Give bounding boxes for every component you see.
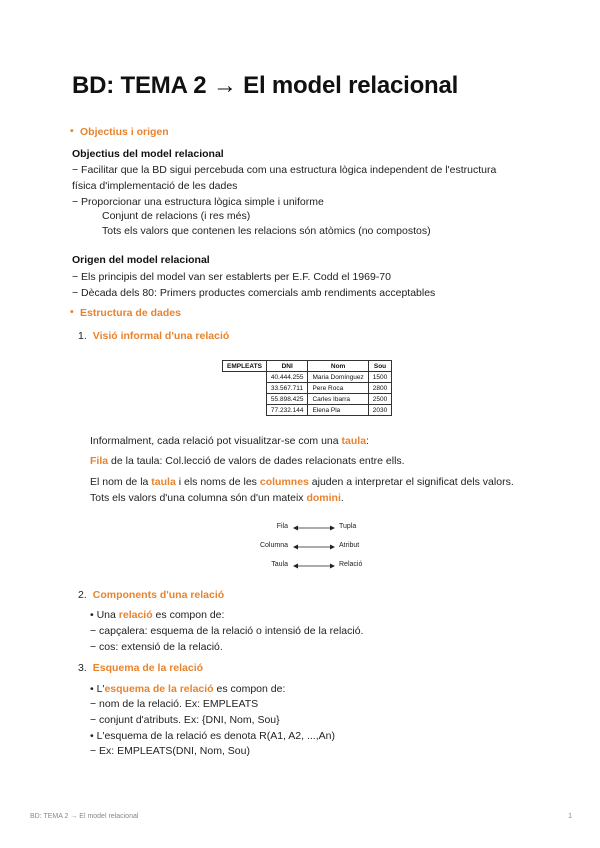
table-cell: 33.567.711 (266, 383, 308, 394)
relation-name: EMPLEATS (223, 361, 267, 372)
numbered-heading-3 (78, 662, 203, 674)
table-row (223, 394, 392, 405)
double-arrow-icon (293, 523, 335, 533)
heading-text: Visió informal d'una relació (92, 330, 230, 342)
highlight-taula: taula (341, 435, 367, 447)
objectius-line-5: Tots els valors que contenen les relacions són atòmics (no compostos) (102, 225, 431, 237)
paragraph-columnes: El nom de la taula i els noms de les columnes ajuden a interpretar el significat dels valors. (90, 476, 514, 488)
table-cell: Maria Domínguez (308, 372, 368, 383)
paragraph-taula: Informalment, cada relació pot visualitzar-se com una taula: (90, 435, 369, 447)
mapping-right: Atribut (339, 542, 360, 549)
table-cell: 2500 (368, 394, 391, 405)
objectius-line-4: Conjunt de relacions (i res més) (102, 210, 251, 222)
highlight-relacio: relació (118, 609, 153, 621)
column-header: Nom (308, 361, 368, 372)
relation-table (222, 360, 392, 416)
paragraph-domini: Tots els valors d'una columna són d'un mateix domini. (90, 492, 344, 504)
mapping-row (0, 561, 600, 571)
double-arrow-icon (293, 561, 335, 571)
esquema-line-5: − Ex: EMPLEATS(DNI, Nom, Sou) (90, 745, 250, 757)
page-footer: BD: TEMA 2 → El model relacional (30, 813, 139, 820)
objectius-subheading: Objectius del model relacional (72, 148, 224, 160)
components-line-1: • Una relació es compon de: (90, 609, 225, 621)
table-cell: 1500 (368, 372, 391, 383)
table-cell: 77.232.144 (266, 405, 308, 416)
number-label: 3. (78, 662, 87, 674)
table-cell: 2030 (368, 405, 391, 416)
highlight-columnes: columnes (259, 476, 309, 488)
table-cell: Pere Roca (308, 383, 368, 394)
page-number: 1 (568, 813, 572, 820)
column-header: DNI (266, 361, 308, 372)
table-cell: Elena Pla (308, 405, 368, 416)
table-cell: 2800 (368, 383, 391, 394)
number-label: 2. (78, 589, 87, 601)
objectius-line-3: − Proporcionar una estructura lògica simple i uniforme (72, 196, 324, 208)
table-row (223, 372, 392, 383)
page-title: BD: TEMA 2 → El model relacional (72, 72, 459, 99)
numbered-heading-1 (78, 330, 229, 342)
mapping-right: Relació (339, 561, 363, 568)
origen-subheading: Origen del model relacional (72, 254, 210, 266)
table-row (223, 405, 392, 416)
numbered-heading-2 (78, 589, 224, 601)
origen-line-1: − Els principis del model van ser establerts per E.F. Codd el 1969-70 (72, 271, 391, 283)
table-cell: 55.898.425 (266, 394, 308, 405)
mapping-left: Fila (276, 523, 288, 530)
highlight-esquema: esquema de la relació (104, 683, 214, 695)
objectius-line-1: − Facilitar que la BD sigui percebuda com una estructura lògica independent de l'estructura (72, 164, 497, 176)
table-header-row (223, 361, 392, 372)
column-header: Sou (368, 361, 391, 372)
highlight-taula-2: taula (151, 476, 176, 488)
components-line-2: − capçalera: esquema de la relació o intensió de la relació. (90, 625, 364, 637)
heading-text: Components d'una relació (92, 589, 225, 601)
components-line-3: − cos: extensió de la relació. (90, 641, 223, 653)
mapping-left: Columna (259, 542, 288, 549)
number-label: 1. (78, 330, 87, 342)
section-heading-objectius: • Objectius i origen (80, 126, 169, 138)
esquema-line-2: − nom de la relació. Ex: EMPLEATS (90, 698, 259, 710)
mapping-right: Tupla (339, 523, 357, 530)
mapping-left: Taula (271, 561, 288, 568)
mapping-row (0, 542, 600, 552)
section-heading-estructura: • Estructura de dades (80, 307, 181, 319)
esquema-line-3: − conjunt d'atributs. Ex: {DNI, Nom, Sou} (90, 714, 280, 726)
double-arrow-icon (293, 542, 335, 552)
esquema-line-4: • L'esquema de la relació es denota R(A1, A2, ...,An) (90, 730, 335, 742)
objectius-line-2: física d'implementació de les dades (72, 180, 238, 192)
table-row (223, 383, 392, 394)
paragraph-fila: Fila de la taula: Col.lecció de valors de dades relacionats entre ells. (90, 455, 405, 467)
table-cell: 40.444.255 (266, 372, 308, 383)
mapping-row (0, 523, 600, 533)
origen-line-2: − Dècada dels 80: Primers productes comercials amb rendiments acceptables (72, 287, 436, 299)
highlight-domini: domini (306, 492, 341, 504)
heading-text: Esquema de la relació (92, 662, 204, 674)
table-cell: Carles Ibarra (308, 394, 368, 405)
esquema-line-1: • L'esquema de la relació es compon de: (90, 683, 286, 695)
highlight-fila: Fila (90, 455, 109, 467)
